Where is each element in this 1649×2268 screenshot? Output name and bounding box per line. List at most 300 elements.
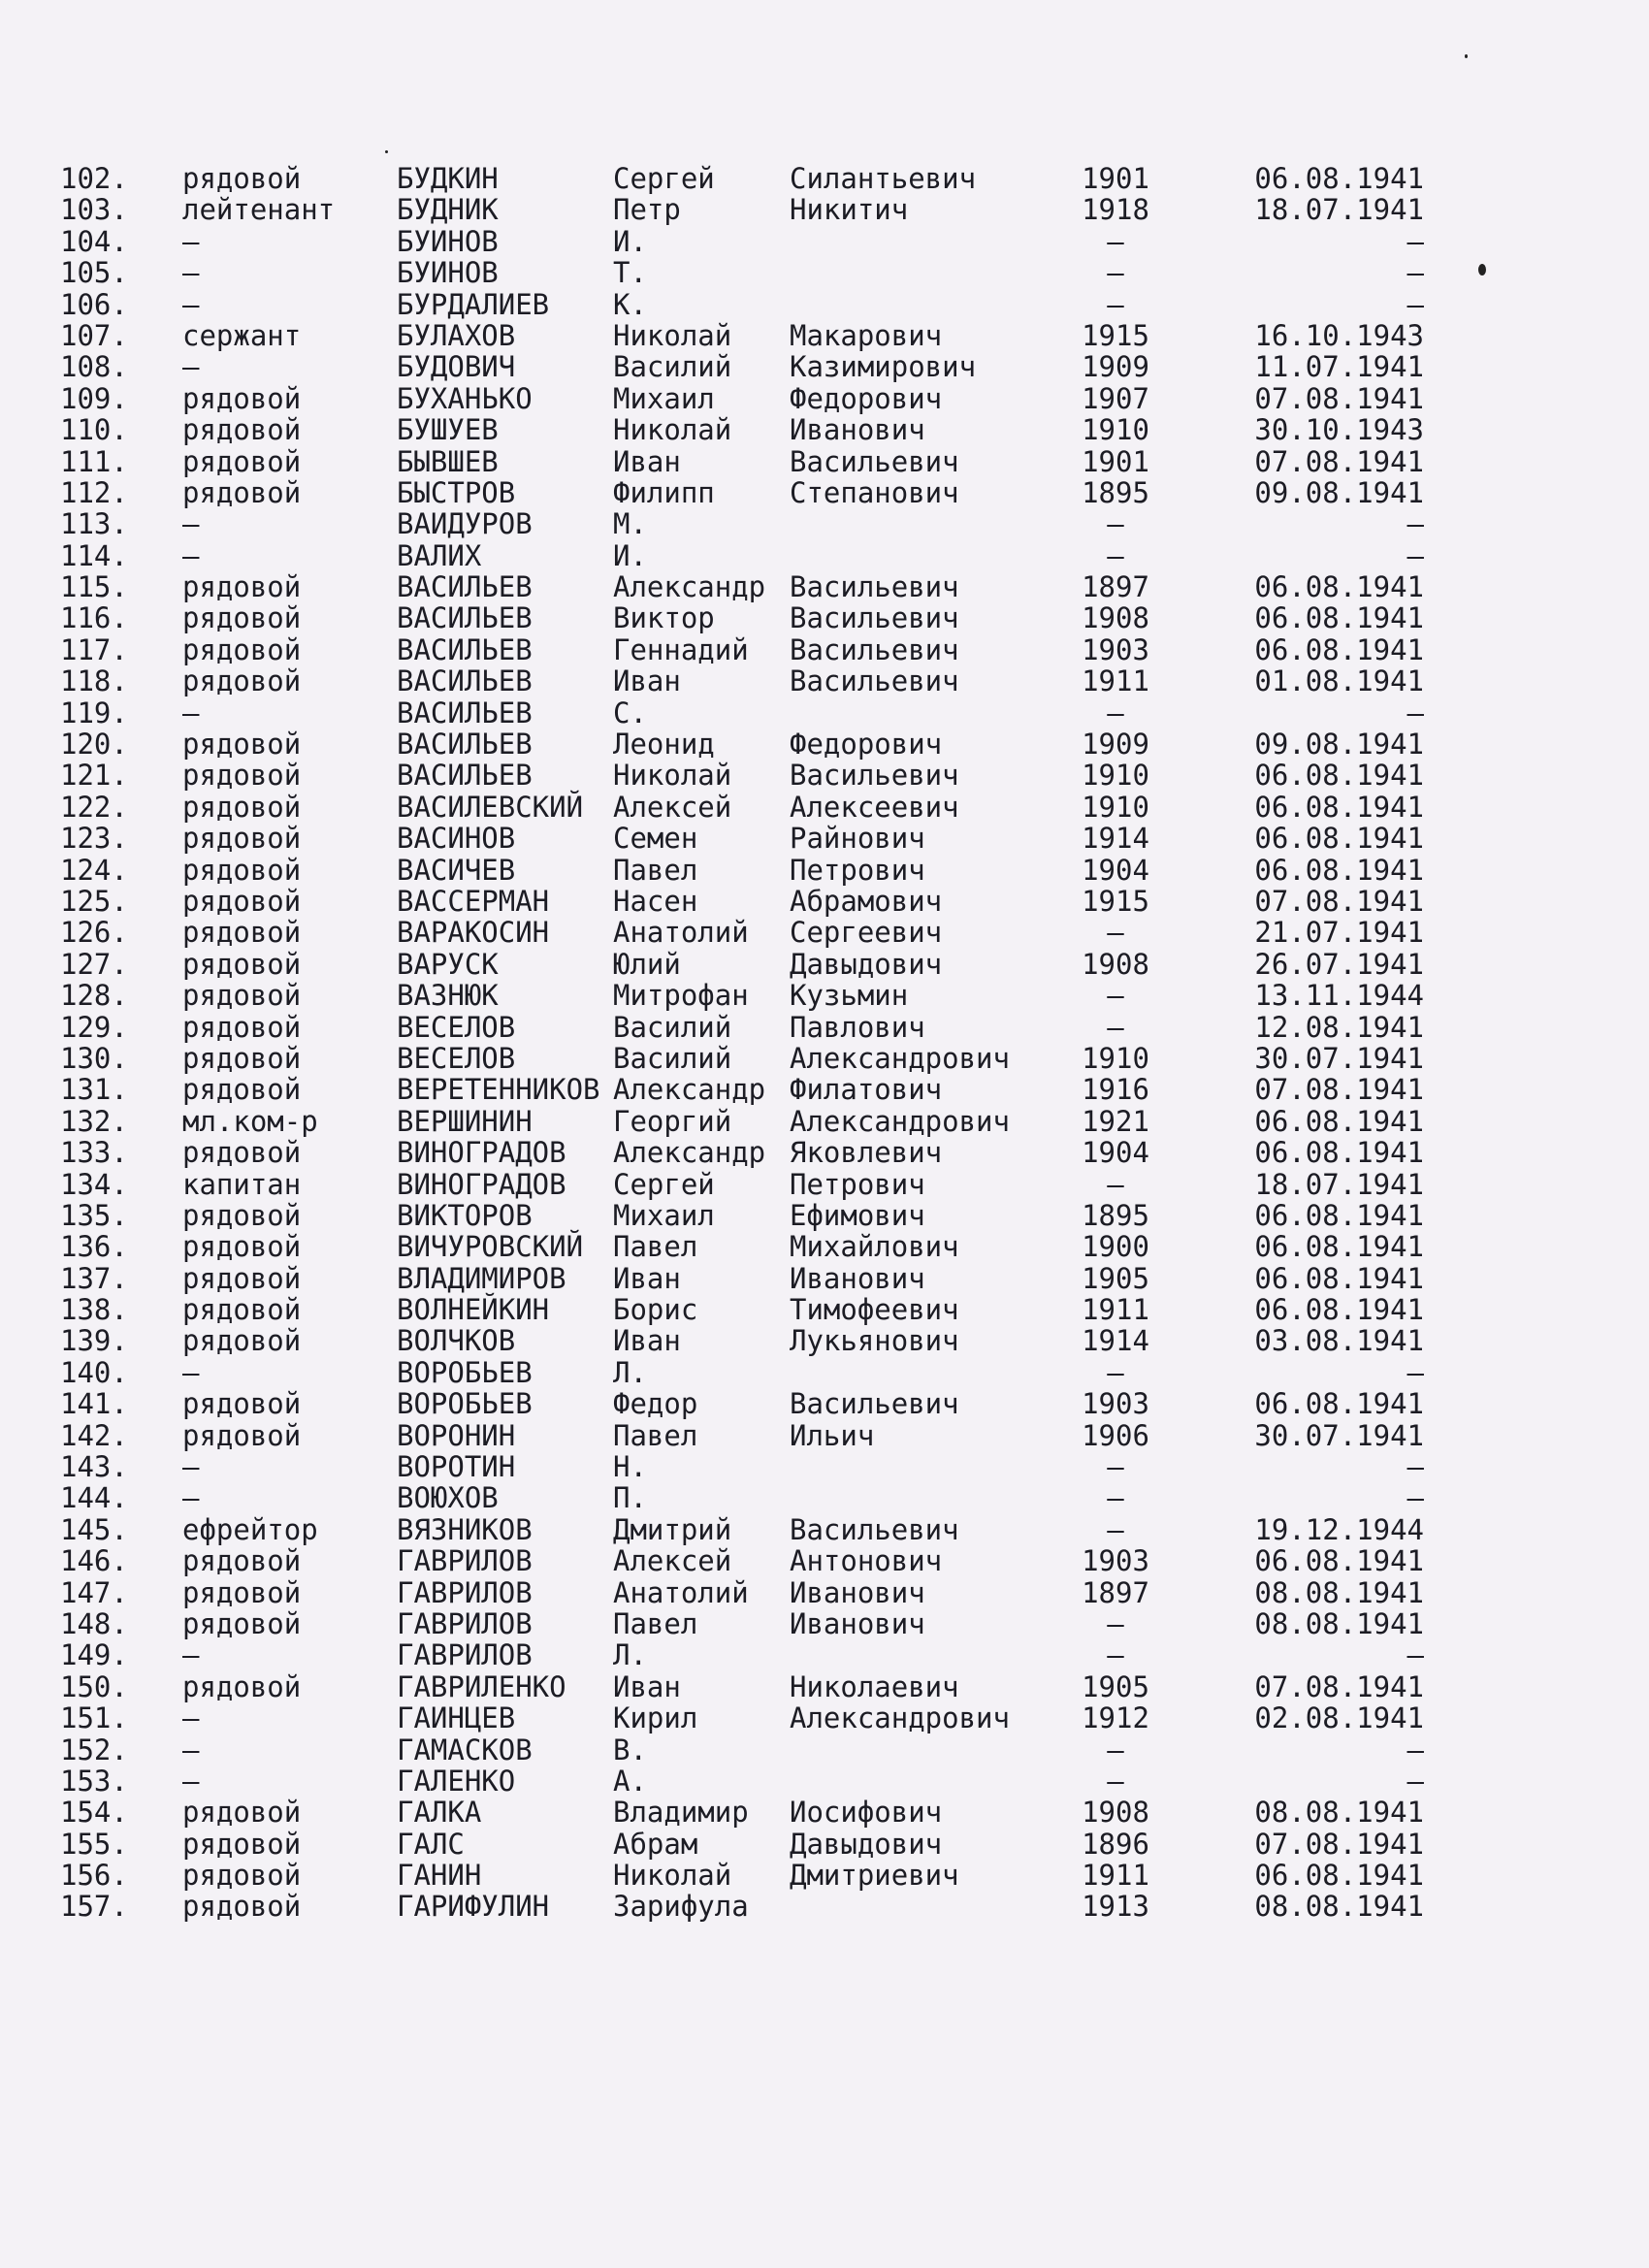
rank: –: [182, 696, 200, 729]
entry-number: 155.: [60, 1827, 128, 1861]
first-name: И.: [613, 224, 647, 258]
surname: ВОРОТИН: [397, 1450, 516, 1484]
patronymic: Федорович: [790, 728, 943, 761]
entry-number: 144.: [60, 1481, 128, 1515]
surname: ВАСИЛЬЕВ: [397, 632, 533, 666]
list-row: [0, 917, 1649, 948]
surname: ГАРИФУЛИН: [397, 1890, 550, 1924]
surname: БУДОВИЧ: [397, 350, 516, 384]
scan-speck: [1465, 54, 1468, 58]
entry-number: 157.: [60, 1890, 128, 1924]
list-row: [0, 665, 1649, 697]
entry-number: 124.: [60, 853, 128, 887]
first-name: Т.: [613, 256, 647, 290]
surname: ВЕСЕЛОВ: [397, 1041, 516, 1075]
entry-number: 154.: [60, 1796, 128, 1830]
rank: –: [182, 256, 200, 290]
list-row: [0, 1829, 1649, 1860]
list-row: [0, 1106, 1649, 1137]
date: 07.08.1941: [1254, 1827, 1424, 1861]
patronymic: Васильевич: [790, 664, 959, 698]
patronymic: Иванович: [790, 1575, 925, 1609]
first-name: Л.: [613, 1638, 647, 1672]
first-name: Василий: [613, 1010, 732, 1044]
rank: рядовой: [182, 1073, 302, 1107]
list-row: [0, 886, 1649, 917]
birth-year: 1913: [1082, 1890, 1149, 1924]
first-name: Николай: [613, 318, 732, 352]
rank: –: [182, 287, 200, 321]
first-name: Сергей: [613, 162, 715, 195]
birth-year: 1915: [1082, 318, 1149, 352]
first-name: И.: [613, 538, 647, 572]
rank: рядовой: [182, 475, 302, 509]
birth-year: 1908: [1082, 947, 1149, 981]
entry-number: 150.: [60, 1669, 128, 1703]
list-row: [0, 477, 1649, 508]
entry-number: 147.: [60, 1575, 128, 1609]
rank: рядовой: [182, 1796, 302, 1830]
rank: рядовой: [182, 1669, 302, 1703]
patronymic: Николаевич: [790, 1669, 959, 1703]
first-name: П.: [613, 1481, 647, 1515]
rank: –: [182, 1481, 200, 1515]
rank: рядовой: [182, 1606, 302, 1640]
birth-year: 1909: [1082, 350, 1149, 384]
rank: рядовой: [182, 1544, 302, 1578]
rank: рядовой: [182, 1041, 302, 1075]
birth-year: –: [1107, 979, 1124, 1013]
date: 16.10.1943: [1254, 318, 1424, 352]
birth-year: 1907: [1082, 381, 1149, 415]
list-row: [0, 226, 1649, 257]
first-name: Геннадий: [613, 632, 749, 666]
list-row: [0, 792, 1649, 823]
patronymic: Яковлевич: [790, 1136, 943, 1170]
surname: ВАСИЛЬЕВ: [397, 570, 533, 604]
date: 06.08.1941: [1254, 1198, 1424, 1232]
entry-number: 117.: [60, 632, 128, 666]
surname: БУХАНЬКО: [397, 381, 533, 415]
birth-year: 1900: [1082, 1230, 1149, 1264]
patronymic: Павлович: [790, 1010, 925, 1044]
date: 18.07.1941: [1254, 1167, 1424, 1201]
date: 06.08.1941: [1254, 759, 1424, 793]
date: 11.07.1941: [1254, 350, 1424, 384]
first-name: К.: [613, 287, 647, 321]
date: 06.08.1941: [1254, 1261, 1424, 1295]
rank: рядовой: [182, 1387, 302, 1421]
entry-number: 143.: [60, 1450, 128, 1484]
date: –: [1406, 1355, 1424, 1389]
date: –: [1406, 696, 1424, 729]
surname: БУИНОВ: [397, 256, 499, 290]
patronymic: Васильевич: [790, 1512, 959, 1546]
entry-number: 116.: [60, 601, 128, 635]
patronymic: Степанович: [790, 475, 959, 509]
first-name: В.: [613, 1733, 647, 1766]
rank: рядовой: [182, 728, 302, 761]
rank: рядовой: [182, 601, 302, 635]
date: 08.08.1941: [1254, 1575, 1424, 1609]
birth-year: 1895: [1082, 1198, 1149, 1232]
rank: –: [182, 350, 200, 384]
surname: ВАСИЛЬЕВ: [397, 696, 533, 729]
birth-year: 1905: [1082, 1669, 1149, 1703]
birth-year: –: [1107, 1481, 1124, 1515]
date: 30.07.1941: [1254, 1418, 1424, 1452]
birth-year: 1908: [1082, 601, 1149, 635]
rank: рядовой: [182, 632, 302, 666]
first-name: Насен: [613, 884, 698, 918]
rank: рядовой: [182, 947, 302, 981]
surname: ГАНИН: [397, 1859, 482, 1893]
first-name: Анатолий: [613, 916, 749, 950]
first-name: Михаил: [613, 1198, 715, 1232]
birth-year: –: [1107, 1606, 1124, 1640]
entry-number: 153.: [60, 1764, 128, 1798]
list-row: [0, 1545, 1649, 1576]
patronymic: Филатович: [790, 1073, 943, 1107]
list-row: [0, 760, 1649, 791]
patronymic: Антонович: [790, 1544, 943, 1578]
birth-year: –: [1107, 1638, 1124, 1672]
entry-number: 141.: [60, 1387, 128, 1421]
first-name: Федор: [613, 1387, 698, 1421]
patronymic: Казимирович: [790, 350, 977, 384]
rank: рядовой: [182, 1198, 302, 1232]
birth-year: 1895: [1082, 475, 1149, 509]
patronymic: Петрович: [790, 853, 925, 887]
surname: ГАЛКА: [397, 1796, 482, 1830]
list-row: [0, 257, 1649, 288]
date: –: [1406, 287, 1424, 321]
surname: ВЕРЕТЕННИКОВ: [397, 1073, 600, 1107]
patronymic: Макарович: [790, 318, 943, 352]
surname: ВАСИНОВ: [397, 822, 516, 856]
list-row: [0, 1294, 1649, 1325]
rank: рядовой: [182, 381, 302, 415]
entry-number: 123.: [60, 822, 128, 856]
list-row: [0, 289, 1649, 320]
patronymic: Сергеевич: [790, 916, 943, 950]
rank: рядовой: [182, 790, 302, 824]
birth-year: 1910: [1082, 1041, 1149, 1075]
rank: рядовой: [182, 1859, 302, 1893]
surname: ГАИНЦЕВ: [397, 1701, 516, 1735]
entry-number: 151.: [60, 1701, 128, 1735]
date: 01.08.1941: [1254, 664, 1424, 698]
entry-number: 104.: [60, 224, 128, 258]
date: 30.07.1941: [1254, 1041, 1424, 1075]
list-row: [0, 163, 1649, 194]
patronymic: Ильич: [790, 1418, 875, 1452]
list-row: [0, 1074, 1649, 1105]
entry-number: 113.: [60, 507, 128, 541]
list-row: [0, 1766, 1649, 1797]
rank: лейтенант: [182, 193, 336, 227]
list-row: [0, 351, 1649, 382]
first-name: Алексей: [613, 1544, 732, 1578]
date: 21.07.1941: [1254, 916, 1424, 950]
birth-year: 1911: [1082, 1859, 1149, 1893]
entry-number: 136.: [60, 1230, 128, 1264]
first-name: Александр: [613, 1073, 766, 1107]
rank: ефрейтор: [182, 1512, 318, 1546]
birth-year: –: [1107, 538, 1124, 572]
entry-number: 140.: [60, 1355, 128, 1389]
patronymic: Никитич: [790, 193, 909, 227]
list-row: [0, 414, 1649, 445]
first-name: Иван: [613, 1261, 681, 1295]
surname: ВИЧУРОВСКИЙ: [397, 1230, 584, 1264]
patronymic: Александрович: [790, 1041, 1010, 1075]
rank: рядовой: [182, 570, 302, 604]
list-row: [0, 1043, 1649, 1074]
patronymic: Абрамович: [790, 884, 943, 918]
birth-year: –: [1107, 1010, 1124, 1044]
surname: ВАСИЛЬЕВ: [397, 664, 533, 698]
list-row: [0, 194, 1649, 225]
list-row: [0, 1012, 1649, 1043]
first-name: Юлий: [613, 947, 681, 981]
rank: рядовой: [182, 759, 302, 793]
birth-year: 1905: [1082, 1261, 1149, 1295]
rank: рядовой: [182, 1575, 302, 1609]
entry-number: 118.: [60, 664, 128, 698]
date: 18.07.1941: [1254, 193, 1424, 227]
patronymic: Васильевич: [790, 632, 959, 666]
birth-year: 1897: [1082, 570, 1149, 604]
date: 13.11.1944: [1254, 979, 1424, 1013]
birth-year: 1903: [1082, 1544, 1149, 1578]
list-row: [0, 540, 1649, 571]
date: –: [1406, 507, 1424, 541]
casualty-list: [0, 163, 1649, 1923]
rank: рядовой: [182, 1136, 302, 1170]
date: –: [1406, 538, 1424, 572]
list-row: [0, 949, 1649, 980]
first-name: Борис: [613, 1293, 698, 1327]
date: 02.08.1941: [1254, 1701, 1424, 1735]
rank: рядовой: [182, 1293, 302, 1327]
birth-year: 1910: [1082, 790, 1149, 824]
patronymic: Алексеевич: [790, 790, 959, 824]
rank: рядовой: [182, 1010, 302, 1044]
birth-year: 1916: [1082, 1073, 1149, 1107]
rank: рядовой: [182, 444, 302, 478]
entry-number: 109.: [60, 381, 128, 415]
surname: ВИНОГРАДОВ: [397, 1136, 566, 1170]
rank: мл.ком-р: [182, 1104, 318, 1138]
first-name: Митрофан: [613, 979, 749, 1013]
surname: БУРДАЛИЕВ: [397, 287, 550, 321]
rank: –: [182, 1701, 200, 1735]
date: 07.08.1941: [1254, 381, 1424, 415]
surname: БУИНОВ: [397, 224, 499, 258]
birth-year: –: [1107, 1355, 1124, 1389]
date: 26.07.1941: [1254, 947, 1424, 981]
date: 06.08.1941: [1254, 1230, 1424, 1264]
list-row: [0, 729, 1649, 760]
birth-year: 1906: [1082, 1418, 1149, 1452]
date: 06.08.1941: [1254, 822, 1424, 856]
list-row: [0, 1169, 1649, 1200]
first-name: А.: [613, 1764, 647, 1798]
list-row: [0, 1200, 1649, 1231]
surname: ВАСИЧЕВ: [397, 853, 516, 887]
entry-number: 119.: [60, 696, 128, 729]
date: 06.08.1941: [1254, 1859, 1424, 1893]
date: 06.08.1941: [1254, 1387, 1424, 1421]
first-name: Анатолий: [613, 1575, 749, 1609]
birth-year: 1910: [1082, 413, 1149, 447]
patronymic: Александрович: [790, 1701, 1010, 1735]
date: 06.08.1941: [1254, 162, 1424, 195]
surname: ВЯЗНИКОВ: [397, 1512, 533, 1546]
rank: –: [182, 1355, 200, 1389]
first-name: Филипп: [613, 475, 715, 509]
first-name: Алексей: [613, 790, 732, 824]
entry-number: 121.: [60, 759, 128, 793]
entry-number: 110.: [60, 413, 128, 447]
list-row: [0, 697, 1649, 729]
first-name: Кирил: [613, 1701, 698, 1735]
entry-number: 102.: [60, 162, 128, 195]
first-name: Александр: [613, 570, 766, 604]
birth-year: 1908: [1082, 1796, 1149, 1830]
rank: –: [182, 538, 200, 572]
entry-number: 137.: [60, 1261, 128, 1295]
birth-year: 1911: [1082, 1293, 1149, 1327]
birth-year: 1915: [1082, 884, 1149, 918]
birth-year: –: [1107, 1450, 1124, 1484]
rank: рядовой: [182, 1827, 302, 1861]
first-name: Павел: [613, 1418, 698, 1452]
birth-year: 1910: [1082, 759, 1149, 793]
list-row: [0, 823, 1649, 854]
first-name: Василий: [613, 350, 732, 384]
list-row: [0, 1639, 1649, 1670]
date: –: [1406, 1764, 1424, 1798]
list-row: [0, 1451, 1649, 1482]
first-name: Иван: [613, 1324, 681, 1358]
date: –: [1406, 256, 1424, 290]
rank: –: [182, 507, 200, 541]
patronymic: Александрович: [790, 1104, 1010, 1138]
first-name: С.: [613, 696, 647, 729]
first-name: Иван: [613, 444, 681, 478]
entry-number: 156.: [60, 1859, 128, 1893]
patronymic: Федорович: [790, 381, 943, 415]
entry-number: 135.: [60, 1198, 128, 1232]
entry-number: 115.: [60, 570, 128, 604]
patronymic: Силантьевич: [790, 162, 977, 195]
birth-year: 1903: [1082, 1387, 1149, 1421]
entry-number: 130.: [60, 1041, 128, 1075]
rank: –: [182, 224, 200, 258]
entry-number: 127.: [60, 947, 128, 981]
list-row: [0, 1263, 1649, 1294]
list-row: [0, 1608, 1649, 1639]
birth-year: 1904: [1082, 1136, 1149, 1170]
date: –: [1406, 1638, 1424, 1672]
rank: –: [182, 1764, 200, 1798]
entry-number: 145.: [60, 1512, 128, 1546]
birth-year: 1909: [1082, 728, 1149, 761]
rank: рядовой: [182, 1418, 302, 1452]
patronymic: Дмитриевич: [790, 1859, 959, 1893]
date: 09.08.1941: [1254, 728, 1424, 761]
date: 06.08.1941: [1254, 1104, 1424, 1138]
surname: ГАВРИЛОВ: [397, 1575, 533, 1609]
rank: рядовой: [182, 853, 302, 887]
date: 06.08.1941: [1254, 790, 1424, 824]
surname: ГАМАСКОВ: [397, 1733, 533, 1766]
entry-number: 148.: [60, 1606, 128, 1640]
birth-year: –: [1107, 1764, 1124, 1798]
rank: рядовой: [182, 916, 302, 950]
birth-year: –: [1107, 1167, 1124, 1201]
surname: ВАСИЛЕВСКИЙ: [397, 790, 584, 824]
surname: ВАЛИХ: [397, 538, 482, 572]
patronymic: Михайлович: [790, 1230, 959, 1264]
surname: ГАВРИЛЕНКО: [397, 1669, 566, 1703]
rank: рядовой: [182, 1261, 302, 1295]
birth-year: –: [1107, 256, 1124, 290]
list-row: [0, 508, 1649, 539]
first-name: Александр: [613, 1136, 766, 1170]
first-name: Дмитрий: [613, 1512, 732, 1546]
surname: ГАЛС: [397, 1827, 465, 1861]
list-row: [0, 1357, 1649, 1388]
first-name: Леонид: [613, 728, 715, 761]
rank: рядовой: [182, 979, 302, 1013]
birth-year: 1903: [1082, 632, 1149, 666]
patronymic: Петрович: [790, 1167, 925, 1201]
patronymic: Лукьянович: [790, 1324, 959, 1358]
rank: рядовой: [182, 884, 302, 918]
birth-year: 1914: [1082, 1324, 1149, 1358]
surname: ВЕСЕЛОВ: [397, 1010, 516, 1044]
entry-number: 142.: [60, 1418, 128, 1452]
birth-year: –: [1107, 696, 1124, 729]
surname: ВЕРШИНИН: [397, 1104, 533, 1138]
entry-number: 128.: [60, 979, 128, 1013]
rank: –: [182, 1638, 200, 1672]
date: 07.08.1941: [1254, 1073, 1424, 1107]
rank: рядовой: [182, 1890, 302, 1924]
scan-speck: [385, 150, 388, 153]
birth-year: –: [1107, 1733, 1124, 1766]
entry-number: 134.: [60, 1167, 128, 1201]
surname: БУШУЕВ: [397, 413, 499, 447]
list-row: [0, 1577, 1649, 1608]
surname: ВАЗНЮК: [397, 979, 499, 1013]
entry-number: 126.: [60, 916, 128, 950]
patronymic: Иванович: [790, 1606, 925, 1640]
rank: сержант: [182, 318, 302, 352]
surname: БУДНИК: [397, 193, 499, 227]
patronymic: Ефимович: [790, 1198, 925, 1232]
entry-number: 122.: [60, 790, 128, 824]
list-row: [0, 980, 1649, 1011]
date: –: [1406, 1733, 1424, 1766]
date: –: [1406, 224, 1424, 258]
entry-number: 149.: [60, 1638, 128, 1672]
list-row: [0, 1137, 1649, 1168]
first-name: Иван: [613, 1669, 681, 1703]
